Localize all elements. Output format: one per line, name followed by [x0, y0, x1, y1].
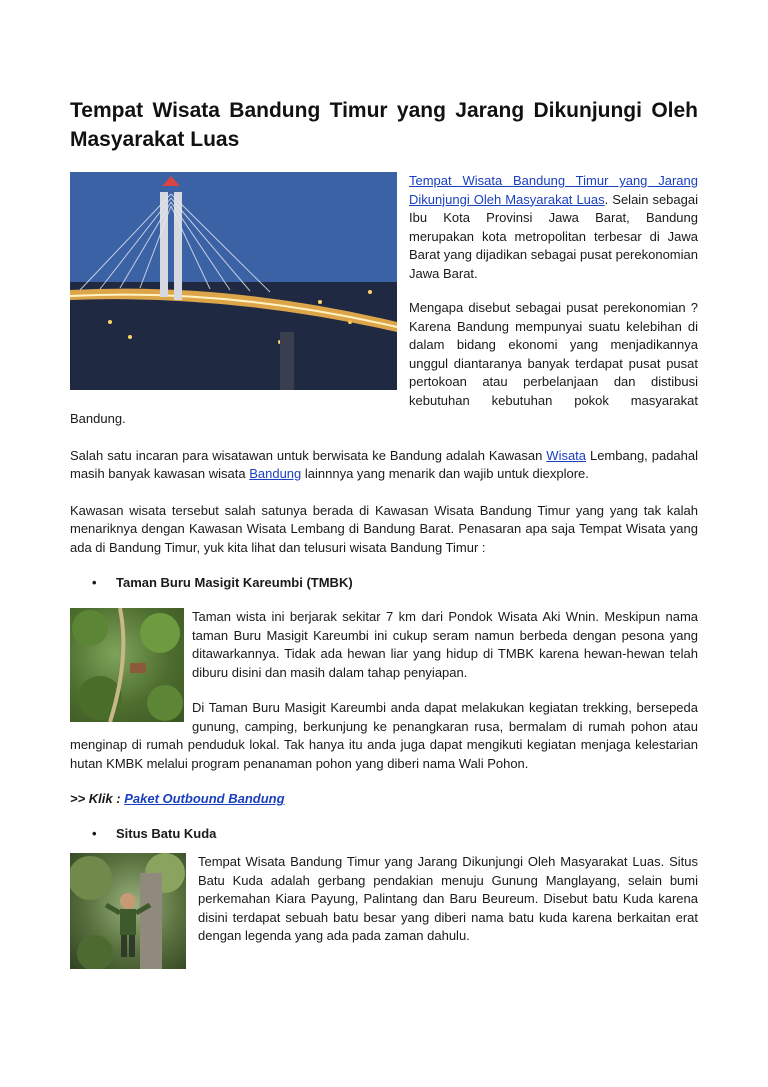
article-title-link[interactable]: Tempat Wisata Bandung Timur yang Jarang Dikunjungi Oleh Masyarakat Luas	[409, 173, 698, 207]
bullet-batu-kuda	[70, 825, 698, 843]
tmbk-section	[70, 608, 698, 773]
sky-shape	[70, 172, 397, 282]
intro-paragraph-1-text: . Selain sebagai Ibu Kota Provinsi Jawa Barat, Bandung merupakan kota metropolitan terbesar di Jawa Barat yang dijadikan sebagai pusat perekonomian Jawa Barat.	[409, 191, 698, 281]
intro-paragraph-2: Mengapa disebut sebagai pusat perekonomian ? Karena Bandung mempunyai suatu kelebihan di dalam bidang ekonomi yang menjadikannya unggul diantaranya banyak terdapat pusat pusat pertokoan atau perbelanjaan dan distibusi kebutuhan kebutuhan pokok masyarakat Bandung.	[70, 300, 698, 426]
tmbk-paragraph-2: Di Taman Buru Masigit Kareumbi anda dapat melakukan kegiatan trekking, bersepeda gunung, camping, berkunjung ke penangkaran rusa, bermalam di rumah pohon atau menginap di rumah penduduk lokal. Tak hanya itu anda juga dapat mengikuti kegiatan menjaga kelestarian hutan KMBK melalui program penanaman pohon yang diberi nama Wali Pohon.	[70, 700, 698, 771]
wisata-link[interactable]: Wisata	[546, 447, 587, 463]
forest-illustration	[70, 608, 184, 722]
paragraph-kawasan-lembang: Salah satu incaran para wisatawan untuk berwisata ke Bandung adalah Kawasan Wisata Lembang, padahal masih banyak kawasan wisata Bandung lainnnya yang menarik dan wajib untuk diexplore.	[70, 447, 699, 481]
hiker-forest-photo	[70, 853, 186, 969]
bandung-link[interactable]: Bandung	[249, 466, 302, 481]
batu-kuda-paragraph: Tempat Wisata Bandung Timur yang Jarang Dikunjungi Oleh Masyarakat Luas. Situs Batu Kuda adalah gerbang pendakian menuju Gunung Manglayang, selain bumi perkemahan Kiara Payung, Palintang dan Baru Beureum. Disebut batu Kuda karena disini terdapat sebuah batu besar yang diberi nama batu kuda karena berkaitan erat dengan legenda yang ada pada zaman dahulu.	[198, 854, 698, 943]
intro-section	[70, 172, 698, 429]
klik-line: >> Klik : Paket Outbound Bandung	[70, 791, 285, 806]
tmbk-paragraph-1: Taman wista ini berjarak sekitar 7 km dari Pondok Wisata Aki Wnin. Meskipun nama taman Buru Masigit Kareumbi ini cukup seram namun berbeda dengan pesona yang ditawarkannya. Tidak ada hewan liar yang hidup di TMBK karena hewan-hewan telah diburu disini dan masih dalam tahap penyiapan.	[192, 609, 698, 680]
paragraph-bandung-timur: Kawasan wisata tersebut salah satunya berada di Kawasan Wisata Bandung Timur yang yang tak kalah menariknya dengan Kawasan Wisata Lembang di Bandung Barat. Penasaran apa saja Tempat Wisata yang ada di Bandung Timur, yuk kita lihat dan telusuri wisata Bandung Timur :	[70, 502, 698, 555]
bridge-illustration	[70, 172, 397, 390]
forest-aerial-photo	[70, 608, 184, 722]
page-title: Tempat Wisata Bandung Timur yang Jarang Dikunjungi Oleh Masyarakat Luas	[70, 99, 698, 151]
document-page	[70, 96, 698, 971]
batu-kuda-section	[70, 853, 698, 971]
bullet-dot: •	[92, 575, 97, 590]
section-heading-batu-kuda: Situs Batu Kuda	[116, 826, 217, 841]
section-heading-tmbk: Taman Buru Masigit Kareumbi (TMBK)	[116, 575, 353, 590]
bridge-night-photo	[70, 172, 397, 390]
bullet-taman-buru	[70, 574, 698, 592]
paket-outbound-link[interactable]: Paket Outbound Bandung	[124, 791, 285, 806]
bullet-dot: •	[92, 826, 97, 841]
hiker-illustration	[70, 853, 186, 969]
